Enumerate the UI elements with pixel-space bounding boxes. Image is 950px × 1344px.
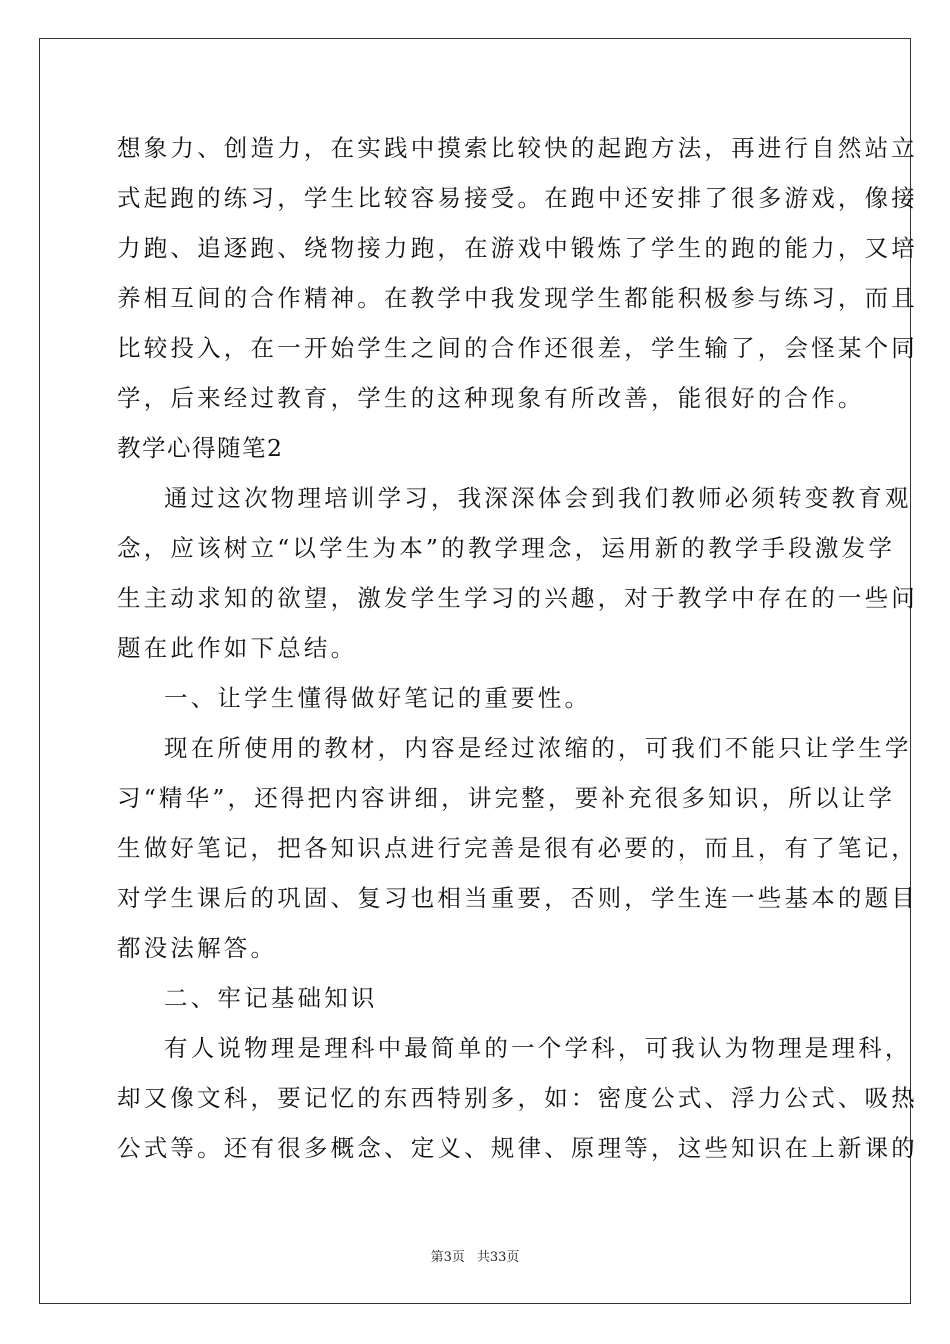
point-title: 一、让学生懂得做好笔记的重要性。	[164, 684, 592, 712]
paragraph-line: 对学生课后的巩固、复习也相当重要，否则，学生连一些基本的题目	[117, 884, 918, 912]
paragraph-line: 养相互间的合作精神。在教学中我发现学生都能积极参与练习，而且	[117, 284, 918, 312]
paragraph-line: 都没法解答。	[117, 934, 278, 962]
paragraph-line: 力跑、追逐跑、绕物接力跑，在游戏中锻炼了学生的跑的能力，又培	[117, 234, 918, 262]
page-footer	[0, 1250, 950, 1266]
section-title: 教学心得随笔2	[117, 434, 284, 462]
page-total: 共33页	[476, 1250, 520, 1265]
paragraph-line: 念，应该树立“以学生为本”的教学理念，运用新的教学手段激发学	[117, 534, 896, 562]
paragraph-line: 题在此作如下总结。	[117, 634, 358, 662]
paragraph-line: 生主动求知的欲望，激发学生学习的兴趣，对于教学中存在的一些问	[117, 584, 918, 612]
point-title: 二、牢记基础知识	[164, 984, 378, 1012]
page-border	[39, 38, 911, 1304]
paragraph-line: 通过这次物理培训学习，我深深体会到我们教师必须转变教育观	[164, 484, 912, 512]
page-number: 第3页	[430, 1250, 465, 1265]
paragraph-line: 有人说物理是理科中最简单的一个学科，可我认为物理是理科，	[164, 1034, 912, 1062]
paragraph-line: 生做好笔记，把各知识点进行完善是很有必要的，而且，有了笔记，	[117, 834, 918, 862]
paragraph-line: 式起跑的练习，学生比较容易接受。在跑中还安排了很多游戏，像接	[117, 184, 918, 212]
paragraph-line: 学，后来经过教育，学生的这种现象有所改善，能很好的合作。	[117, 384, 865, 412]
paragraph-line: 公式等。还有很多概念、定义、规律、原理等，这些知识在上新课的	[117, 1134, 918, 1162]
paragraph-line: 想象力、创造力，在实践中摸索比较快的起跑方法，再进行自然站立	[117, 134, 918, 162]
paragraph-line: 现在所使用的教材，内容是经过浓缩的，可我们不能只让学生学	[164, 734, 912, 762]
paragraph-line: 习“精华”，还得把内容讲细，讲完整，要补充很多知识，所以让学	[117, 784, 896, 812]
paragraph-line: 比较投入，在一开始学生之间的合作还很差，学生输了，会怪某个同	[117, 334, 918, 362]
paragraph-line: 却又像文科，要记忆的东西特别多，如：密度公式、浮力公式、吸热	[117, 1084, 918, 1112]
